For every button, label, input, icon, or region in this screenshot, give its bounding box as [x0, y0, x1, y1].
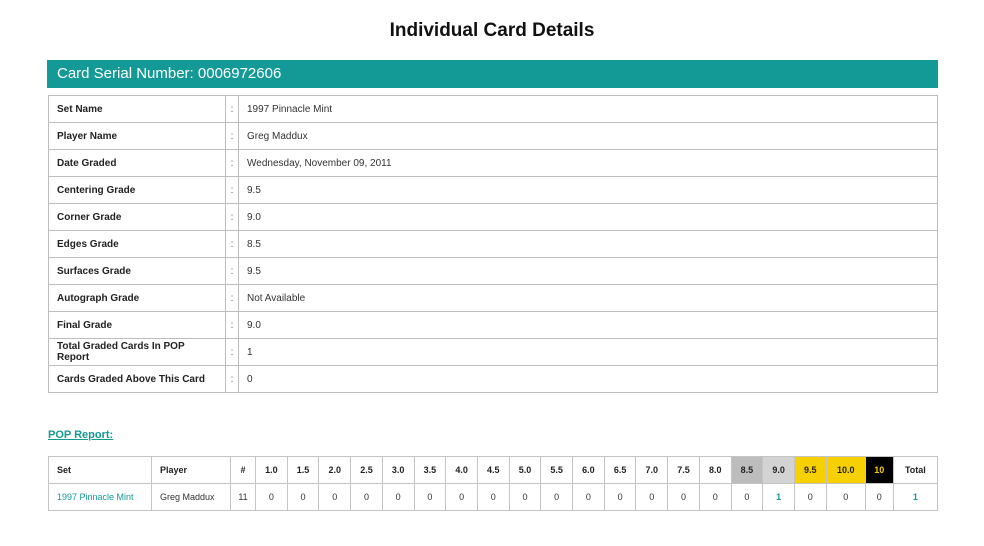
- detail-label: Player Name: [49, 123, 226, 150]
- pop-grade-cell: 0: [477, 484, 509, 511]
- pop-header-total: Total: [893, 457, 937, 484]
- detail-value: 9.0: [239, 312, 938, 339]
- detail-row-set-name: [49, 96, 938, 123]
- detail-separator: :: [226, 339, 239, 366]
- pop-grade-cell: 0: [509, 484, 541, 511]
- detail-value: Greg Maddux: [239, 123, 938, 150]
- detail-label: Date Graded: [49, 150, 226, 177]
- pop-grade-cell: 0: [256, 484, 288, 511]
- detail-row-centering-grade: [49, 177, 938, 204]
- pop-header-grade-6-5: 6.5: [604, 457, 636, 484]
- pop-header-grade-2-5: 2.5: [351, 457, 383, 484]
- detail-value: 1997 Pinnacle Mint: [239, 96, 938, 123]
- detail-value: 0: [239, 366, 938, 393]
- detail-label: Final Grade: [49, 312, 226, 339]
- pop-number-cell: 11: [231, 484, 256, 511]
- detail-label: Autograph Grade: [49, 285, 226, 312]
- detail-value: Not Available: [239, 285, 938, 312]
- pop-header-grade-5-5: 5.5: [541, 457, 573, 484]
- pop-header-grade-1-5: 1.5: [287, 457, 319, 484]
- pop-grade-cell: 0: [826, 484, 865, 511]
- pop-grade-cell-link[interactable]: 1: [763, 484, 795, 511]
- detail-separator: :: [226, 123, 239, 150]
- detail-label: Total Graded Cards In POP Report: [49, 339, 226, 366]
- detail-row-autograph-grade: [49, 285, 938, 312]
- pop-grade-cell: 0: [287, 484, 319, 511]
- detail-label: Edges Grade: [49, 231, 226, 258]
- detail-label: Surfaces Grade: [49, 258, 226, 285]
- pop-header-number: #: [231, 457, 256, 484]
- pop-header-grade-7-0: 7.0: [636, 457, 668, 484]
- pop-grade-cell: 0: [731, 484, 763, 511]
- detail-row-date-graded: [49, 150, 938, 177]
- detail-value: 1: [239, 339, 938, 366]
- detail-label: Corner Grade: [49, 204, 226, 231]
- pop-grade-cell: 0: [414, 484, 446, 511]
- pop-header-grade-9-0: 9.0: [763, 457, 795, 484]
- detail-label: Cards Graded Above This Card: [49, 366, 226, 393]
- pop-header-grade-3-5: 3.5: [414, 457, 446, 484]
- detail-separator: :: [226, 258, 239, 285]
- pop-header-grade-5-0: 5.0: [509, 457, 541, 484]
- pop-header-grade-2-0: 2.0: [319, 457, 351, 484]
- pop-header-grade-4-0: 4.0: [446, 457, 478, 484]
- detail-separator: :: [226, 285, 239, 312]
- detail-row-edges-grade: [49, 231, 938, 258]
- detail-separator: :: [226, 231, 239, 258]
- detail-label: Set Name: [49, 96, 226, 123]
- pop-report-table: [48, 456, 938, 511]
- pop-grade-cell: 0: [541, 484, 573, 511]
- detail-value: 9.5: [239, 258, 938, 285]
- detail-separator: :: [226, 366, 239, 393]
- pop-report-link[interactable]: POP Report:: [48, 429, 114, 441]
- pop-grade-cell: 0: [351, 484, 383, 511]
- pop-grade-cell: 0: [794, 484, 826, 511]
- detail-value: Wednesday, November 09, 2011: [239, 150, 938, 177]
- pop-header-grade-8-5: 8.5: [731, 457, 763, 484]
- detail-separator: :: [226, 96, 239, 123]
- pop-header-grade-8-0: 8.0: [699, 457, 731, 484]
- detail-row-corner-grade: [49, 204, 938, 231]
- pop-header-row: [49, 457, 938, 484]
- detail-separator: :: [226, 177, 239, 204]
- card-serial-banner: Card Serial Number: 0006972606: [47, 60, 938, 88]
- pop-header-player: Player: [152, 457, 231, 484]
- pop-header-grade-4-5: 4.5: [477, 457, 509, 484]
- pop-header-grade-6-0: 6.0: [573, 457, 605, 484]
- pop-set-link[interactable]: 1997 Pinnacle Mint: [49, 484, 152, 511]
- pop-header-set: Set: [49, 457, 152, 484]
- detail-row-graded-above: [49, 366, 938, 393]
- pop-header-grade-7-5: 7.5: [668, 457, 700, 484]
- pop-data-row: [49, 484, 938, 511]
- detail-row-surfaces-grade: [49, 258, 938, 285]
- pop-grade-cell: 0: [865, 484, 893, 511]
- detail-row-final-grade: [49, 312, 938, 339]
- pop-header-grade-1-0: 1.0: [256, 457, 288, 484]
- pop-grade-cell: 0: [382, 484, 414, 511]
- detail-separator: :: [226, 150, 239, 177]
- pop-grade-cell: 0: [636, 484, 668, 511]
- detail-row-total-graded: [49, 339, 938, 366]
- pop-header-grade-10-0: 10.0: [826, 457, 865, 484]
- pop-grade-cell: 0: [573, 484, 605, 511]
- page-title: Individual Card Details: [389, 20, 595, 41]
- detail-value: 9.5: [239, 177, 938, 204]
- pop-total-link[interactable]: 1: [893, 484, 937, 511]
- pop-header-grade-10: 10: [865, 457, 893, 484]
- pop-grade-cell: 0: [699, 484, 731, 511]
- pop-player-cell: Greg Maddux: [152, 484, 231, 511]
- pop-header-grade-9-5: 9.5: [794, 457, 826, 484]
- pop-grade-cell: 0: [446, 484, 478, 511]
- pop-grade-cell: 0: [604, 484, 636, 511]
- detail-value: 9.0: [239, 204, 938, 231]
- pop-grade-cell: 0: [668, 484, 700, 511]
- pop-grade-cell: 0: [319, 484, 351, 511]
- detail-value: 8.5: [239, 231, 938, 258]
- detail-label: Centering Grade: [49, 177, 226, 204]
- detail-separator: :: [226, 312, 239, 339]
- pop-header-grade-3-0: 3.0: [382, 457, 414, 484]
- card-details-table: [48, 95, 938, 393]
- detail-separator: :: [226, 204, 239, 231]
- detail-row-player-name: [49, 123, 938, 150]
